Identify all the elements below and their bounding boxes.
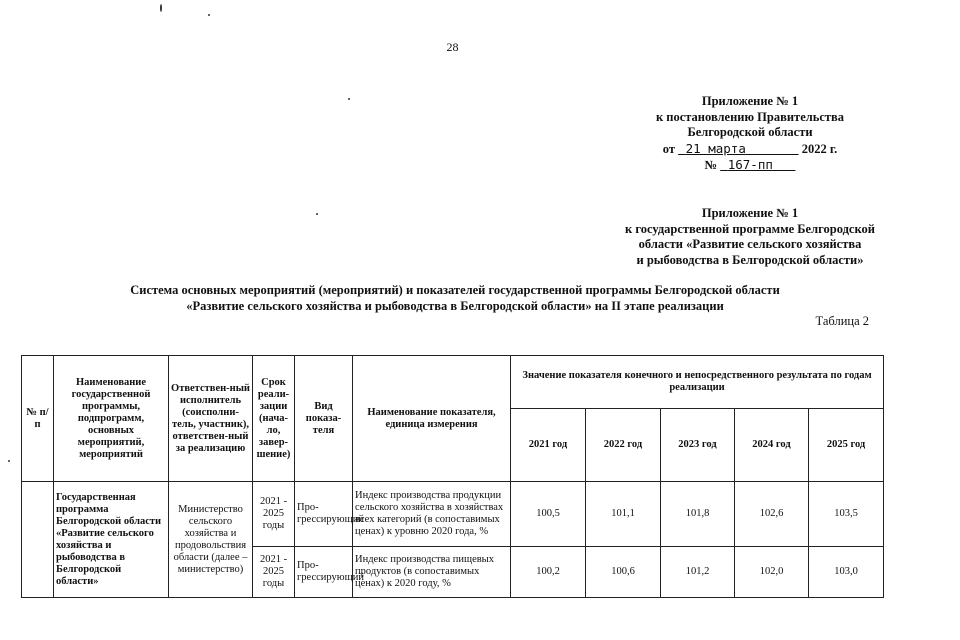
scan-speck [316, 213, 318, 215]
header-term: Срок реали-зации (нача-ло, завер-шение) [253, 356, 295, 482]
table-label: Таблица 2 [815, 314, 869, 328]
appendix-program-line4: и рыбоводства в Белгородской области» [636, 252, 864, 267]
date-value: 21 марта [685, 140, 746, 156]
header-indicator: Наименование показателя, единица измерения [353, 356, 511, 482]
value-cell: 100,6 [586, 547, 661, 598]
page-number: 28 [446, 40, 459, 54]
term-cell: 2021 - 2025 годы [253, 547, 295, 598]
term-cell: 2021 - 2025 годы [253, 482, 295, 547]
value-cell: 101,8 [661, 482, 735, 547]
appendix-decree-date [560, 141, 940, 158]
title-line2: «Развитие сельского хозяйства и рыбоводства в Белгородской области» на II этапе реализации [186, 299, 724, 313]
header-name: Наименование государственной программы, подпрограмм, основных мероприятий, мероприятий [54, 356, 169, 482]
appendix-decree-number [560, 157, 940, 174]
appendix-decree-block [560, 94, 940, 174]
value-cell: 101,1 [586, 482, 661, 547]
appendix-program-line1: Приложение № 1 [701, 206, 799, 220]
appendix-decree-line1: Приложение № 1 [701, 94, 799, 108]
header-year: 2023 год [661, 409, 735, 482]
scan-speck [348, 98, 350, 100]
value-cell: 103,5 [809, 482, 884, 547]
header-year: 2021 год [511, 409, 586, 482]
kind-cell: Про-грессирующий [295, 482, 353, 547]
scan-speck [8, 460, 10, 462]
scan-speck [160, 4, 162, 12]
kind-cell: Про-грессирующий [295, 547, 353, 598]
number-prefix: № [704, 158, 718, 172]
header-num: № п/п [22, 356, 54, 482]
appendix-program-line2: к государственной программе Белгородской [625, 221, 875, 236]
program-table [21, 355, 884, 598]
header-year: 2025 год [809, 409, 884, 482]
executor-cell: Министерство сельского хозяйства и продовольствия области (далее – министерство) [169, 482, 253, 598]
title-line1: Система основных мероприятий (мероприятий) и показателей государственной программы Белгородской области [130, 283, 780, 297]
date-prefix: от [662, 141, 675, 156]
value-cell: 100,5 [511, 482, 586, 547]
document-title [40, 282, 870, 314]
scan-speck [208, 14, 210, 16]
value-cell: 102,6 [735, 482, 809, 547]
header-kind: Вид показа-теля [295, 356, 353, 482]
value-cell: 102,0 [735, 547, 809, 598]
indicator-cell: Индекс производства продукции сельского хозяйства в хозяйствах всех категорий (в сопоставимых ценах) к уровню 2020 года, % [353, 482, 511, 547]
row-num-cell [22, 482, 54, 598]
value-cell: 101,2 [661, 547, 735, 598]
header-year: 2022 год [586, 409, 661, 482]
table-row [22, 482, 884, 547]
appendix-program-line3: области «Развитие сельского хозяйства [638, 237, 862, 251]
header-values-group: Значение показателя конечного и непосредственного результата по годам реализации [511, 356, 884, 409]
program-name-cell: Государственная программа Белгородской области «Развитие сельского хозяйства и рыбоводства в Белгородской области» [54, 482, 169, 598]
date-suffix: 2022 г. [801, 141, 838, 156]
header-executor: Ответствен-ный исполнитель (соисполни-тель, участник), ответствен-ный за реализацию [169, 356, 253, 482]
indicator-cell: Индекс производства пищевых продуктов (в сопоставимых ценах) к 2020 году, % [353, 547, 511, 598]
value-cell: 100,2 [511, 547, 586, 598]
appendix-program-block [540, 206, 960, 268]
appendix-decree-line3: Белгородской области [687, 125, 813, 139]
appendix-decree-line2: к постановлению Правительства [655, 109, 845, 124]
header-year: 2024 год [735, 409, 809, 482]
value-cell: 103,0 [809, 547, 884, 598]
number-value: 167-пп [727, 157, 773, 172]
